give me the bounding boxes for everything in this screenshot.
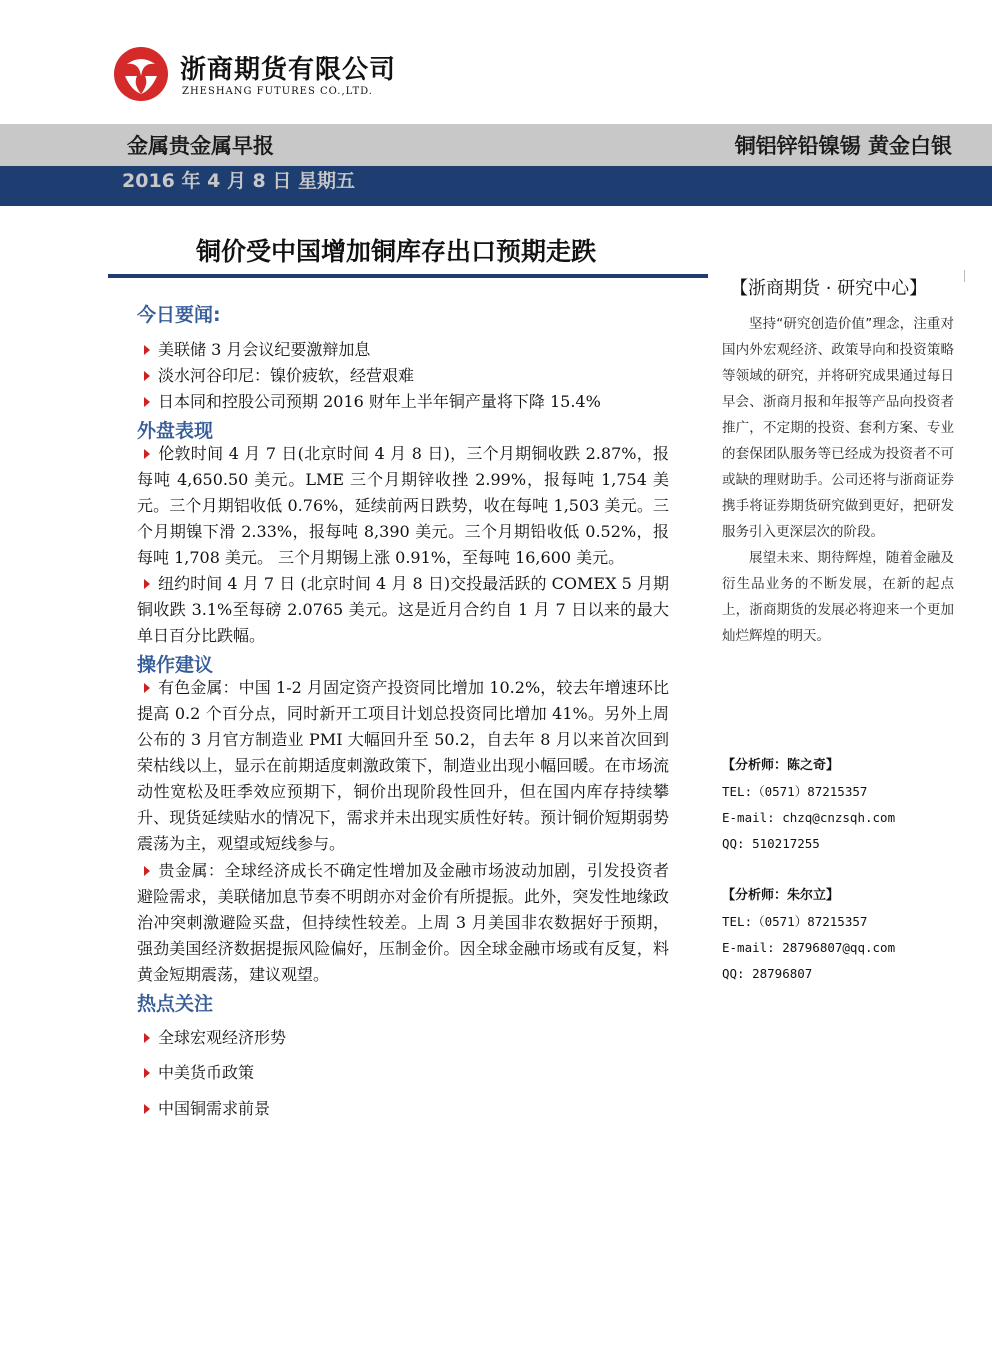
- research-center-title: 【浙商期货 · 研究中心】: [730, 278, 928, 299]
- bullet-arrow-icon: [144, 866, 150, 876]
- company-name-en: ZHESHANG FUTURES CO.,LTD.: [182, 86, 373, 97]
- intro-paragraph: 展望未来、期待辉煌，随着金融及衍生品业务的不断发展，在新的起点上，浙商期货的发展必将迎来一个更加灿烂辉煌的明天。: [722, 550, 954, 644]
- overseas-paragraph: 纽约时间 4 月 7 日 (北京时间 4 月 8 日)交投最活跃的 COMEX 5 月期铜收跌 3.1%至每磅 2.0765 美元。这是近月合约自 1 月 7 日以来的最大单日百分比跌幅。: [137, 574, 669, 645]
- news-item: 淡水河谷印尼：镍价疲软，经营艰难: [137, 363, 414, 389]
- headline: 铜价受中国增加铜库存出口预期走跌: [196, 237, 597, 266]
- advice-paragraph: 有色金属：中国 1-2 月固定资产投资同比增加 10.2%，较去年增速环比提高 0.2 个百分点，同时新开工项目计划总投资同比增加 41%。另外上周公布的 3 月官方制造业 PMI 大幅回升至 50.2，自去年 8 月以来首次回到荣枯线以上，显示在前期适度刺激政策下，制造业出现小幅回暖。在市场流动性宽松及旺季效应预期下，铜价出现阶段性回升，但在国内库存持续攀升、现货延续贴水的情况下，需求并未出现实质性好转。预计铜价短期弱势震荡为主，观望或短线参与。: [137, 678, 669, 853]
- analyst-name: 【分析师：陈之奇】: [722, 758, 840, 773]
- report-date: 2016 年 4 月 8 日 星期五: [122, 170, 356, 192]
- analyst-email: E-mail: chzq@cnzsqh.com: [722, 810, 896, 825]
- analyst-card: [722, 753, 895, 857]
- section-news-title: 今日要闻:: [137, 304, 221, 326]
- company-intro: [722, 311, 954, 649]
- news-item: 日本同和控股公司预期 2016 财年上半年铜产量将下降 15.4%: [137, 389, 601, 415]
- hot-item: 中国铜需求前景: [137, 1096, 270, 1122]
- bullet-arrow-icon: [144, 1068, 150, 1078]
- bullet-arrow-icon: [144, 449, 150, 459]
- analyst-qq: QQ: 28796807: [722, 966, 813, 981]
- section-overseas-title: 外盘表现: [137, 420, 214, 442]
- news-item: 美联储 3 月会议纪要激辩加息: [137, 337, 370, 363]
- sidebar-divider: [964, 270, 965, 282]
- overseas-paragraph: 伦敦时间 4 月 7 日(北京时间 4 月 8 日)，三个月期铜收跌 2.87%，报每吨 4,650.50 美元。LME 三个月期锌收挫 2.99%，报每吨 1,754 美元。三个月期铝收低 0.76%，延续前两日跌势，收在每吨 1,503 美元。三个月期镍下滑 2.33%，报每吨 8,390 美元。三个月期铅收低 0.52%，报每吨 1,708 美元。 三个月期锡上涨 0.91%，至每吨 16,600 美元。: [137, 444, 669, 567]
- analyst-qq: QQ: 510217255: [722, 836, 820, 851]
- bullet-arrow-icon: [144, 579, 150, 589]
- section-advice-title: 操作建议: [137, 654, 214, 676]
- analyst-tel: TEL:（0571）87215357: [722, 784, 868, 799]
- analyst-email: E-mail: 28796807@qq.com: [722, 940, 896, 955]
- bullet-arrow-icon: [144, 683, 150, 693]
- analyst-card: [722, 883, 895, 987]
- bullet-arrow-icon: [144, 1104, 150, 1114]
- bullet-arrow-icon: [144, 345, 150, 355]
- bullet-arrow-icon: [144, 371, 150, 381]
- intro-paragraph: 坚持“研究创造价值”理念，注重对国内外宏观经济、政策导向和投资策略等领域的研究，并将研究成果通过每日早会、浙商月报和年报等产品向投资者推广，不定期的投资、套利方案、专业的套保团队服务等已经成为投资者不可或缺的理财助手。公司还将与浙商证券携手将证券期货研究做到更好，把研发服务引入更深层次的阶段。: [722, 316, 954, 540]
- bullet-arrow-icon: [144, 397, 150, 407]
- zheshang-logo-icon: [113, 46, 169, 102]
- metals-covered: 铜铝锌铅镍锡 黄金白银: [734, 134, 952, 158]
- advice-paragraph: 贵金属：全球经济成长不确定性增加及金融市场波动加剧，引发投资者避险需求，美联储加息节奏不明朗亦对金价有所提振。此外，突发性地缘政治冲突刺激避险买盘，但持续性较差。上周 3 月美国非农数据好于预期，强劲美国经济数据提振风险偏好，压制金价。因全球金融市场或有反复，料黄金短期震荡，建议观望。: [137, 861, 669, 984]
- bullet-arrow-icon: [144, 1033, 150, 1043]
- analyst-tel: TEL:（0571）87215357: [722, 914, 868, 929]
- report-type: 金属贵金属早报: [127, 134, 274, 158]
- hot-item: 中美货币政策: [137, 1060, 254, 1086]
- company-name-cn: 浙商期货有限公司: [180, 55, 397, 85]
- analyst-name: 【分析师：朱尔立】: [722, 888, 840, 903]
- hot-item: 全球宏观经济形势: [137, 1025, 286, 1051]
- headline-divider: [108, 274, 708, 278]
- section-hot-title: 热点关注: [137, 993, 214, 1015]
